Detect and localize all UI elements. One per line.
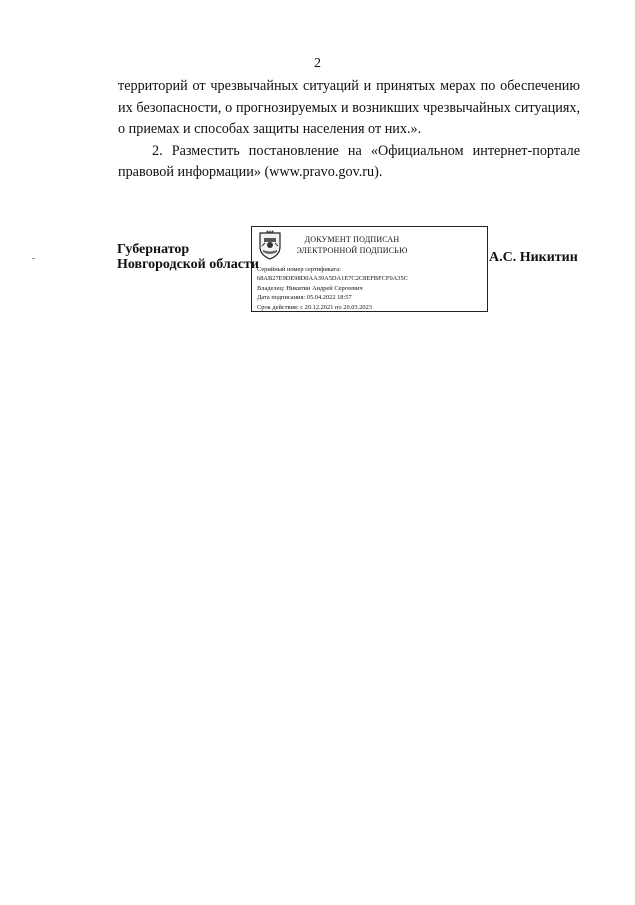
page-number: 2	[314, 56, 321, 71]
stamp-heading	[292, 234, 412, 256]
stamp-heading-line-2: ЭЛЕКТРОННОЙ ПОДПИСЬЮ	[296, 246, 408, 255]
paragraph-item-2: 2. Разместить постановление на «Официальном интернет-портале правовой информации» (www.pravo.gov.ru).	[118, 142, 580, 180]
stamp-heading-line-1: ДОКУМЕНТ ПОДПИСАН	[304, 235, 400, 244]
electronic-signature-stamp	[251, 226, 488, 312]
novgorod-coat-of-arms-icon	[256, 230, 284, 260]
signer-title-line-2: Новгородской области	[117, 257, 259, 272]
signer-title	[117, 242, 259, 272]
signer-name: А.С. Никитин	[489, 250, 578, 265]
stamp-validity: Срок действия: с 20.12.2021 по 20.03.2023	[257, 303, 373, 311]
signer-title-line-1: Губернатор	[117, 242, 190, 257]
stamp-signed-date: Дата подписания: 05.04.2022 18:57	[257, 294, 352, 302]
stamp-serial-label: Серийный номер сертификата:	[257, 266, 341, 273]
document-body	[118, 76, 580, 184]
paragraph-continuation: территорий от чрезвычайных ситуаций и принятых мерах по обеспечению их безопасности, о прогнозируемых и возникших чрезвычайных ситуациях, о приемах и способах защиты населения от них.».	[118, 78, 580, 137]
stamp-details	[257, 265, 408, 312]
stamp-serial-value: 68AB27E9DE98D0AA39A5DA1E7C2C8EFBFCF0A35C	[257, 275, 408, 283]
margin-mark	[32, 258, 35, 259]
stamp-owner: Владелец: Никитин Андрей Сергеевич	[257, 284, 363, 292]
